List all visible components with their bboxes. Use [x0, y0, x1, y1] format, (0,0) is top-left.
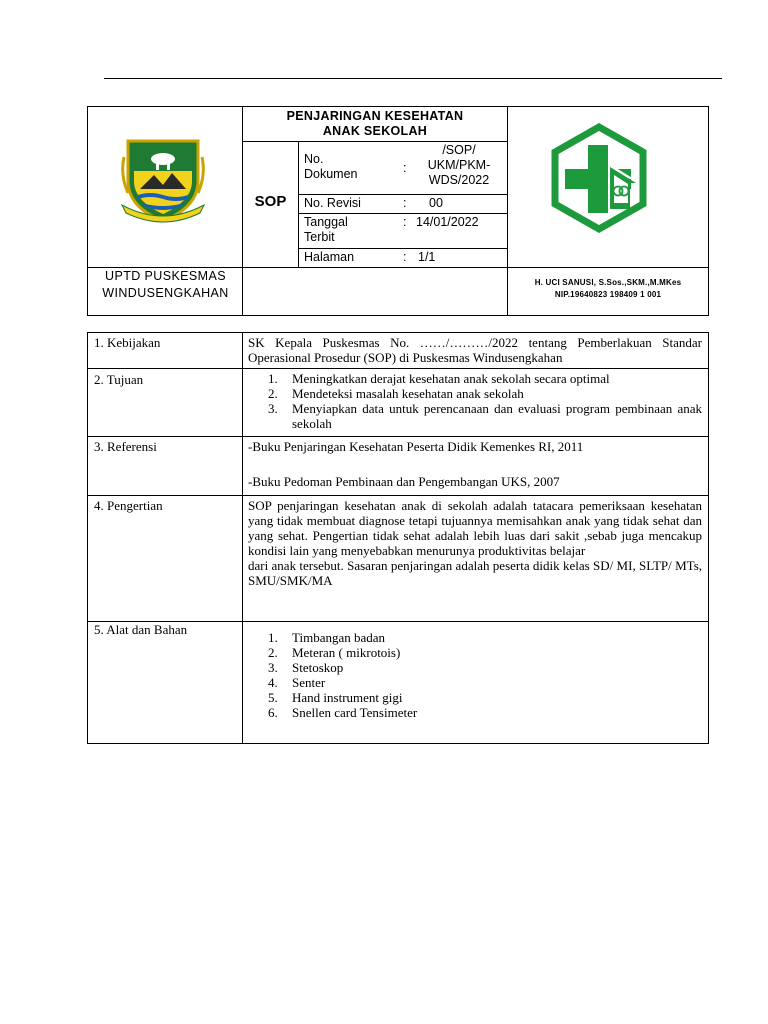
list-number: 6.	[268, 705, 278, 720]
list-text: Meningkatkan derajat kesehatan anak sekolah secara optimal	[292, 371, 610, 386]
value-line: /SOP/	[442, 143, 476, 157]
list-text: Menyiapkan data untuk perencanaan dan evaluasi program pembinaan anak sekolah	[292, 401, 702, 431]
regional-emblem-icon	[118, 135, 208, 225]
list-number: 4.	[268, 675, 278, 690]
referensi-label: 3. Referensi	[94, 439, 157, 454]
pengertian-label: 4. Pengertian	[94, 498, 163, 513]
list-item	[248, 371, 702, 386]
list-text: Hand instrument gigi	[292, 690, 403, 705]
list-number: 2.	[268, 386, 278, 401]
revision-label: No. Revisi	[304, 196, 361, 210]
tujuan-label: 2. Tujuan	[94, 372, 144, 387]
label-line: Terbit	[304, 230, 335, 244]
paragraph: dari anak tersebut. Sasaran penjaringan adalah peserta didik kelas SD/ MI, SLTP/ MTs, SMU/SMK/MA	[248, 558, 702, 588]
list-item	[248, 401, 702, 431]
signer-block	[508, 277, 708, 301]
label-line: Tanggal	[304, 215, 348, 229]
signer-nip: NIP.19640823 198409 1 001	[554, 290, 662, 299]
tujuan-list	[248, 371, 702, 431]
kebijakan-text: SK Kepala Puskesmas No. ……/………/2022 tentang Pemberlakuan Standar Operasional Prosedur (SOP) di Puskesmas Windusengkahan	[248, 335, 702, 365]
doc-number-label	[304, 152, 358, 182]
sop-label: SOP	[254, 193, 287, 210]
top-rule	[104, 78, 722, 79]
list-number: 3.	[268, 401, 278, 416]
org-line: UPTD PUSKESMAS	[105, 269, 226, 283]
title-line: ANAK SEKOLAH	[322, 124, 428, 138]
page-value: 1/1	[418, 250, 436, 264]
issue-date-value: 14/01/2022	[416, 215, 479, 229]
organization-name	[90, 268, 241, 302]
list-number: 1.	[268, 371, 278, 386]
list-number: 1.	[268, 630, 278, 645]
title-line: PENJARINGAN KESEHATAN	[286, 109, 464, 123]
divider	[298, 194, 507, 195]
sop-content-table	[87, 332, 709, 744]
divider	[88, 436, 708, 437]
divider	[88, 495, 708, 496]
list-text: Snellen card Tensimeter	[292, 705, 418, 720]
list-text: Stetoskop	[292, 660, 344, 675]
divider	[242, 333, 243, 743]
paragraph: SOP penjaringan kesehatan anak di sekolah adalah tatacara pemeriksaan kesehatan yang tidak membuat diagnose tetapi tujuannya memisahkan anak yang tidak sehat dan yang sehat. Pengertian tidak sehat adalah lebih luas dari sakit ,sebab juga mencakup kondisi lain yang menyebabkan menurunya produktivitas belajar	[248, 498, 702, 558]
divider	[298, 248, 507, 249]
colon: :	[403, 250, 407, 264]
divider	[242, 141, 507, 142]
colon: :	[403, 215, 407, 229]
divider	[298, 213, 507, 214]
issue-date-label	[304, 215, 348, 245]
referensi-line: -Buku Penjaringan Kesehatan Peserta Didik Kemenkes RI, 2011	[248, 439, 584, 454]
pengertian-text	[248, 498, 702, 588]
list-item	[248, 630, 702, 645]
value-line: WDS/2022	[428, 173, 490, 187]
colon: :	[403, 196, 407, 210]
colon: :	[403, 161, 407, 175]
list-item	[248, 386, 702, 401]
sop-header-table	[87, 106, 709, 316]
list-item	[248, 690, 702, 705]
revision-value: 00	[429, 196, 443, 210]
list-item	[248, 660, 702, 675]
value-line: UKM/PKM-	[427, 158, 491, 172]
kebijakan-label: 1. Kebijakan	[94, 335, 161, 350]
list-number: 3.	[268, 660, 278, 675]
list-text: Senter	[292, 675, 326, 690]
list-item	[248, 705, 702, 720]
alat-label: 5. Alat dan Bahan	[94, 622, 188, 637]
list-text: Timbangan badan	[292, 630, 386, 645]
signer-name: H. UCI SANUSI, S.Sos.,SKM.,M.MKes	[534, 278, 682, 287]
list-number: 5.	[268, 690, 278, 705]
referensi-line: -Buku Pedoman Pembinaan dan Pengembangan UKS, 2007	[248, 474, 560, 489]
list-item	[248, 645, 702, 660]
list-number: 2.	[268, 645, 278, 660]
page-label: Halaman	[304, 250, 355, 264]
label-line: No.	[304, 152, 324, 166]
org-line: WINDUSENGKAHAN	[102, 286, 229, 300]
list-text: Mendeteksi masalah kesehatan anak sekolah	[292, 386, 524, 401]
alat-list	[248, 630, 702, 720]
list-item	[248, 675, 702, 690]
divider	[88, 368, 708, 369]
label-line: Dokumen	[304, 167, 358, 181]
list-text: Meteran ( mikrotois)	[292, 645, 401, 660]
doc-number-value	[413, 143, 505, 188]
document-title	[243, 109, 507, 139]
puskesmas-logo-icon	[544, 123, 654, 233]
